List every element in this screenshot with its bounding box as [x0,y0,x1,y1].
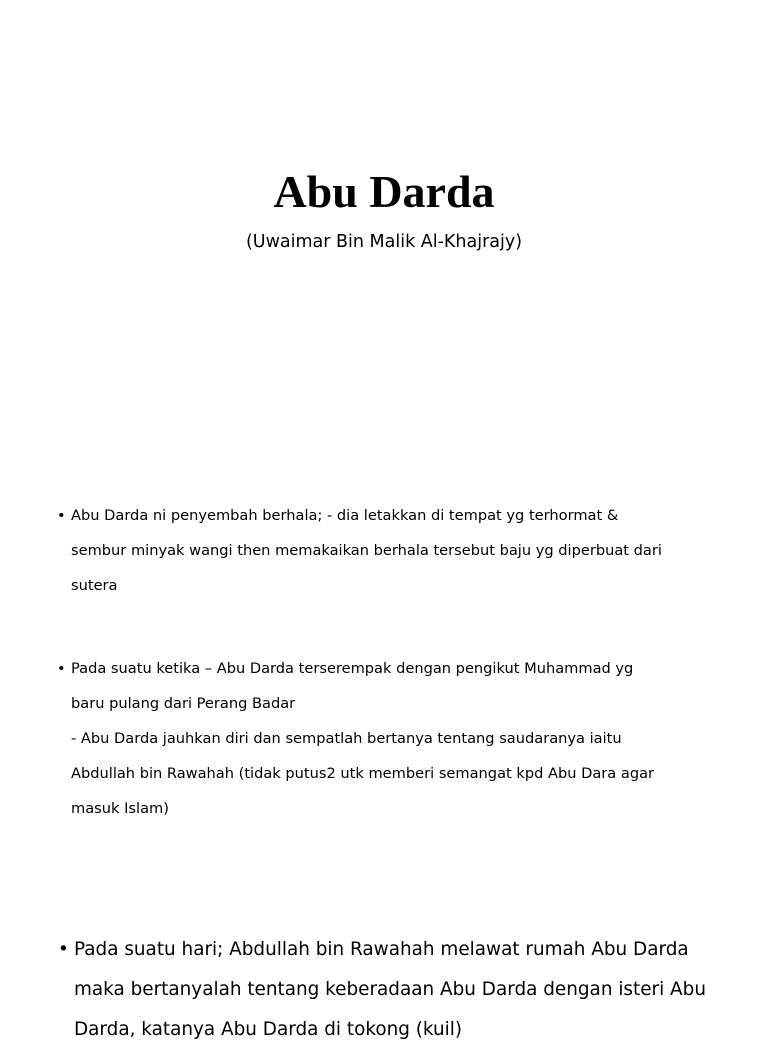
bullet-item [0,930,768,1050]
page-subtitle: (Uwaimar Bin Malik Al-Khajrajy) [245,232,523,252]
bullet-text-line: baru pulang dari Perang Badar [71,695,296,712]
page-title: Abu Darda [273,166,495,217]
bullet-text-line: sembur minyak wangi then memakaikan berhala tersebut baju yg diperbuat dari [71,542,662,559]
bullet-text-line: Pada suatu ketika – Abu Darda terserempak dengan pengikut Muhammad yg [71,660,634,677]
bullet-section-3 [0,930,768,1050]
bullet-dot-icon: • [57,660,66,677]
bullet-text-line: Darda, katanya Abu Darda di tokong (kuil) [74,1019,463,1040]
bullet-text-line: Pada suatu hari; Abdullah bin Rawahah melawat rumah Abu Darda [74,939,689,960]
bullet-section-1 [0,498,768,603]
title-block [0,0,768,290]
bullet-text-line: sutera [71,577,118,594]
bullet-item [0,498,768,603]
bullet-text-line: masuk Islam) [71,800,169,817]
bullet-dot-icon: • [58,939,69,960]
bullet-dot-icon: • [57,507,66,524]
bullet-text-line: maka bertanyalah tentang keberadaan Abu Darda dengan isteri Abu [74,979,706,1000]
bullet-item [0,651,768,826]
bullet-text-line: Abu Darda ni penyembah berhala; - dia letakkan di tempat yg terhormat & [71,507,619,524]
bullet-section-2 [0,651,768,826]
bullet-text-line: - Abu Darda jauhkan diri dan sempatlah bertanya tentang saudaranya iaitu [71,730,622,747]
bullet-text-line: Abdullah bin Rawahah (tidak putus2 utk memberi semangat kpd Abu Dara agar [71,765,655,782]
